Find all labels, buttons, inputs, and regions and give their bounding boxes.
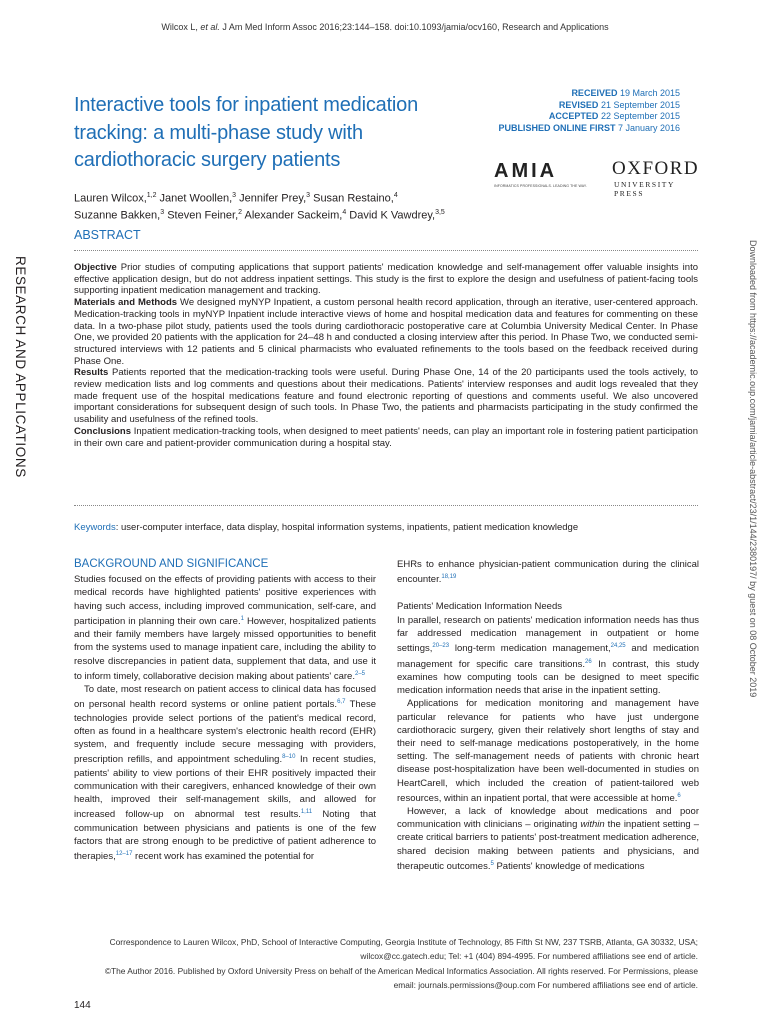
paragraph-text: Applications for medication monitoring and management have particular relevance for patients who have just undergone cardiothoracic surgery, given their relatively short lengths of stay and their need to self-manage medications postoperatively, in the home setting. The self-management needs of patients with chronic heart disease post-hospitalization have been well-documented in studies on HeartCarell, which included the creation of patient-tailored web resources, within an inpatient portal, that were accessible at home. [397, 698, 699, 804]
paragraph [397, 697, 699, 805]
paragraph-text: long-term medication management, [449, 643, 611, 655]
author-list [74, 189, 514, 222]
permissions-line: email: journals.permissions@oup.com For numbered affiliations see end of article. [393, 980, 698, 991]
date-published [498, 123, 680, 135]
author-line [74, 189, 514, 206]
section-side-text: RESEARCH AND APPLICATIONS [13, 256, 28, 478]
running-head-etal: et al. [200, 22, 220, 32]
affiliation-ref: 3 [160, 208, 165, 216]
paragraph-text: However, hospitalized patients and their family members have largely missed opportunities to benefit from the systems used to manage inpatient care, including the ability to resolve discrepancies in patient data, supplement that data, and use it to inform timely, collaborative decision making about patients' care. [74, 615, 376, 682]
citation-ref[interactable]: 1 [240, 615, 244, 622]
affiliation-ref: 3,5 [435, 208, 445, 216]
author-name: Steven Feiner, [164, 209, 239, 222]
body-column-left [74, 558, 376, 863]
subsection-heading: Patients' Medication Information Needs [397, 600, 562, 612]
spacer [397, 587, 699, 600]
affiliation-ref: 2 [238, 208, 243, 216]
abstract-heading: ABSTRACT [74, 228, 141, 242]
article-title: Interactive tools for inpatient medication tracking: a multi-phase study with cardiothoracic surgery patients [74, 94, 419, 171]
author-name: Janet Woollen, [156, 192, 233, 205]
citation-ref[interactable]: 12–17 [115, 851, 133, 858]
abstract-methods [74, 297, 698, 367]
body-column-right [397, 558, 699, 873]
section-side-label [8, 256, 32, 576]
abstract-objective [74, 262, 698, 297]
paragraph-text: In contrast, this study examines how computing tools can be designed to meet specific medication information needs that arise in the inpatient setting. [397, 658, 699, 697]
date-revised [498, 100, 680, 112]
author-name: Lauren Wilcox, [74, 192, 147, 205]
keywords-text: : user-computer interface, data display, hospital information systems, inpatients, patient medication knowledge [115, 522, 579, 533]
date-value: 19 March 2015 [617, 88, 680, 98]
citation-ref[interactable]: 24,25 [610, 643, 626, 650]
abstract-text: Prior studies of computing applications that support patients' medication knowledge and self-management offer valuable insights into effective application design, but do not address inpatient settings. This study is the first to explore the design and usefulness of patient-facing tools supporting inpatient medication management and tracking. [74, 262, 698, 297]
paragraph-text: and medication management for specific care transitions. [397, 643, 699, 670]
running-head-citation: J Am Med Inform Assoc 2016;23:144–158. doi:10.1093/jamia/ocv160, Research and Applications [219, 22, 609, 32]
abstract-conclusions [74, 426, 698, 449]
paragraph [74, 573, 376, 683]
article-dates [498, 88, 680, 134]
abstract-label: Materials and Methods [74, 297, 178, 309]
author-name: David K Vawdrey, [346, 209, 436, 222]
date-label: RECEIVED [571, 88, 618, 98]
paragraph-text: EHRs to enhance physician-patient communication during the clinical encounter. [397, 559, 699, 586]
publisher-logos [494, 158, 700, 198]
paragraph-text: recent work has examined the potential for [132, 851, 315, 863]
abstract-label: Results [74, 367, 109, 379]
download-watermark [746, 240, 762, 800]
paragraph-text: Studies focused on the effects of providing patients with access to their medical records have highlighted patients' positive experiences with having such access, including improved communication, self-care, and participation in planning their own care. [74, 574, 376, 627]
paragraph [397, 805, 699, 873]
page-number: 144 [74, 1000, 91, 1011]
amia-tagline: INFORMATICS PROFESSIONALS. LEADING THE WAY. [494, 184, 587, 188]
keywords [74, 522, 698, 533]
paragraph-text: To date, most research on patient access to clinical data has focused on personal health record systems or online patient portals. [74, 684, 376, 711]
affiliation-ref: 4 [393, 192, 398, 199]
abstract-text: Inpatient medication-tracking tools, when designed to meet patients' needs, can play an important role in fostering patient participation in their own care and patient-provider communication during a hospital stay. [74, 425, 698, 449]
date-accepted [498, 111, 680, 123]
paragraph [397, 614, 699, 698]
citation-ref[interactable]: 8–10 [282, 754, 296, 761]
paragraph [397, 558, 699, 587]
abstract-text: We designed myNYP Inpatient, a custom personal health record application, through an iterative, user-centered approach. Medication-tracking tools in myNYP Inpatient include interactive views of home and hospital medication data and features for commenting on these data. In a two-phase pilot study, patients used the tools during cardiothoracic postoperative care at Columbia University Medical Center. In Phase One, we provided 20 patients with the application for 24–48 h and conducted a closing interview after this period. In Phase Two, we conducted semi-structured interviews with 12 patients and 5 clinical pharmacists who evaluated refinements to the tools based on the feedback received during Phase One. [74, 297, 698, 367]
paragraph [74, 683, 376, 863]
paragraph-text: the inpatient setting – create critical barriers to patients' post-treatment medication adherence, shared decision making between patients and physicians, and therapeutic outcomes. [397, 819, 699, 873]
date-value: 7 January 2016 [615, 122, 680, 133]
emphasis: within [580, 819, 605, 831]
paragraph-text: In recent studies, patients' ability to view portions of their EHR positively impacted their communication with their caregivers, enhanced knowledge of their own health, improved their self-management skills, and allowed for increased follow-up on abnormal test results. [74, 754, 377, 821]
author-name: Susan Restaino, [310, 192, 394, 205]
keywords-label: Keywords [74, 522, 116, 533]
author-name: Jennifer Prey, [236, 192, 307, 205]
abstract-body [74, 262, 698, 449]
citation-ref[interactable]: 26 [585, 658, 592, 665]
copyright-line: ©The Author 2016. Published by Oxford University Press on behalf of the American Medical Informatics Association. All rights reserved. For Permissions, please [104, 965, 698, 976]
paragraph-text: However, a lack of knowledge about medications and poor communication with clinicians – originating [397, 806, 699, 831]
author-name: Suzanne Bakken, [74, 209, 161, 222]
citation-ref[interactable]: 6 [677, 792, 681, 799]
oxford-logo: OXFORD [612, 158, 700, 179]
correspondence-line: Correspondence to Lauren Wilcox, PhD, School of Interactive Computing, Georgia Institute of Technology, 85 Fifth St NW, 237 TSRB, Atlanta, GA 30332, USA; [109, 937, 698, 947]
date-value: 21 September 2015 [598, 99, 680, 110]
abstract-label: Conclusions [74, 425, 132, 437]
correspondence-line: wilcox@cc.gatech.edu; Tel: +1 (404) 894-4995. For numbered affiliations see end of article. [360, 951, 698, 962]
running-head-authors: Wilcox L, [161, 22, 201, 32]
abstract-divider-bottom [74, 505, 698, 506]
date-label: ACCEPTED [548, 111, 599, 122]
oup-logo-text: UNIVERSITY PRESS [614, 180, 675, 198]
citation-ref[interactable]: 2–5 [354, 670, 365, 677]
paragraph-text: Noting that communication between physicians and patients is one of the few factors that are strong enough to be predictive of patient adherence to therapies, [74, 809, 376, 863]
date-label: PUBLISHED ONLINE FIRST [498, 122, 616, 133]
affiliation-ref: 1,2 [146, 192, 157, 199]
author-line [74, 206, 514, 223]
section-heading: BACKGROUND AND SIGNIFICANCE [74, 558, 269, 570]
download-watermark-text: Downloaded from https://academic.oup.com/jamia/article-abstract/23/1/144/2380197/ by guest on 08 October 2019 [748, 240, 758, 698]
abstract-results [74, 367, 698, 426]
citation-ref[interactable]: 6,7 [337, 699, 346, 706]
date-label: REVISED [558, 99, 599, 110]
citation-ref[interactable]: 20–23 [432, 643, 450, 650]
date-received [498, 88, 680, 100]
paragraph-text: In parallel, research on patients' medication information needs has thus far addressed medication management in outpatient or home settings, [397, 614, 699, 655]
paragraph-text: Patients' knowledge of medications [493, 861, 645, 873]
running-head [0, 22, 770, 32]
affiliation-ref: 4 [342, 208, 347, 216]
amia-logo: AMIA [494, 160, 558, 182]
affiliation-ref: 3 [232, 192, 237, 199]
date-value: 22 September 2015 [598, 111, 680, 122]
citation-ref[interactable]: 1,11 [300, 809, 313, 816]
abstract-label: Objective [74, 262, 117, 273]
abstract-text: Patients reported that the medication-tracking tools were useful. During Phase One, 14 of the 20 participants used the tools actively, to review medication lists and log comments and questions about their medications. Patients' interview responses and audit logs revealed that they made frequent use of the hospital medications feature and found electronic reporting of questions and comments useful. We also uncovered important considerations for subsequent design of such tools. In Phase Two, the patients and pharmacists participating in the study confirmed the usability and usefulness of the refined tools. [74, 367, 698, 426]
paragraph-text: These technologies provide select portions of the patient's medical record, often as found in a healthcare system's electronic health record (EHR) system, and frequently include secure messaging with providers, prescription refills, and appointment scheduling. [74, 699, 377, 766]
citation-ref[interactable]: 5 [490, 860, 494, 867]
affiliation-ref: 3 [306, 192, 311, 199]
author-name: Alexander Sackeim, [242, 209, 343, 222]
abstract-divider-top [74, 250, 698, 251]
citation-ref[interactable]: 18,19 [441, 574, 457, 581]
correspondence-footnote [74, 935, 698, 993]
